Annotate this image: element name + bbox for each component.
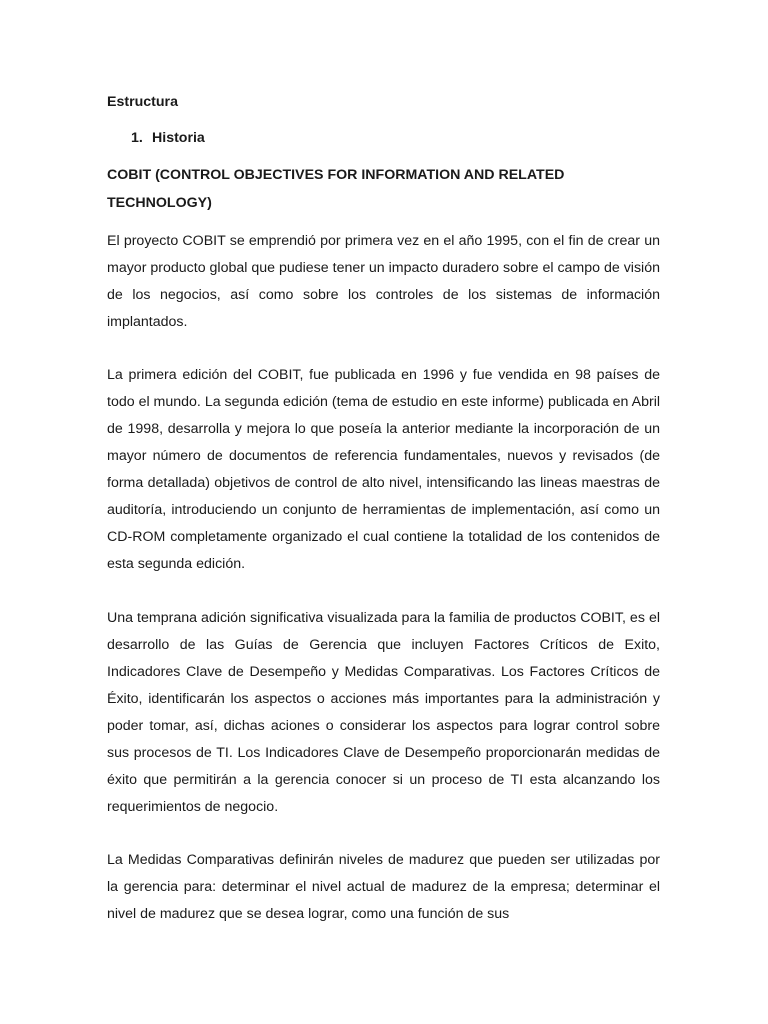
paragraph-1: El proyecto COBIT se emprendió por primera vez en el año 1995, con el fin de crear un mayor producto global que pudiese tener un impacto duradero sobre el campo de visión de los negocios, así como sobre los controles de los sistemas de información implantados. [107, 233, 660, 330]
document-body [107, 89, 660, 928]
section-title: Historia [152, 130, 205, 146]
section-number: 1. [131, 130, 143, 146]
paragraph-2: La primera edición del COBIT, fue publicada en 1996 y fue vendida en 98 países de todo el mundo. La segunda edición (tema de estudio en este informe) publicada en Abril de 1998, desarrolla y mejora lo que poseía la anterior mediante la incorporación de un mayor número de documentos de referencia fundamentales, nuevos y revisados (de forma detallada) objetivos de control de alto nivel, intensificando las lineas maestras de auditoría, introduciendo un conjunto de herramientas de implementación, así como un CD-ROM completamente organizado el cual contiene la totalidad de los contenidos de esta segunda edición. [107, 367, 660, 572]
paragraph-3: Una temprana adición significativa visualizada para la familia de productos COBIT, es el desarrollo de las Guías de Gerencia que incluyen Factores Críticos de Exito, Indicadores Clave de Desempeño y Medidas Comparativas. Los Factores Críticos de Éxito, identificarán los aspectos o acciones más importantes para la administración y poder tomar, así, dichas aciones o considerar los aspectos para lograr control sobre sus procesos de TI. Los Indicadores Clave de Desempeño proporcionarán medidas de éxito que permitirán a la gerencia conocer si un proceso de TI esta alcanzando los requerimientos de negocio. [107, 610, 660, 815]
paragraph-4: La Medidas Comparativas definirán niveles de madurez que pueden ser utilizadas por la gerencia para: determinar el nivel actual de madurez de la empresa; determinar el nivel de madurez que se desea lograr, como una función de sus [107, 852, 660, 922]
section-heading [131, 125, 660, 151]
document-subtitle: COBIT (CONTROL OBJECTIVES FOR INFORMATION AND RELATED TECHNOLOGY) [107, 167, 565, 211]
document-heading: Estructura [107, 94, 178, 110]
